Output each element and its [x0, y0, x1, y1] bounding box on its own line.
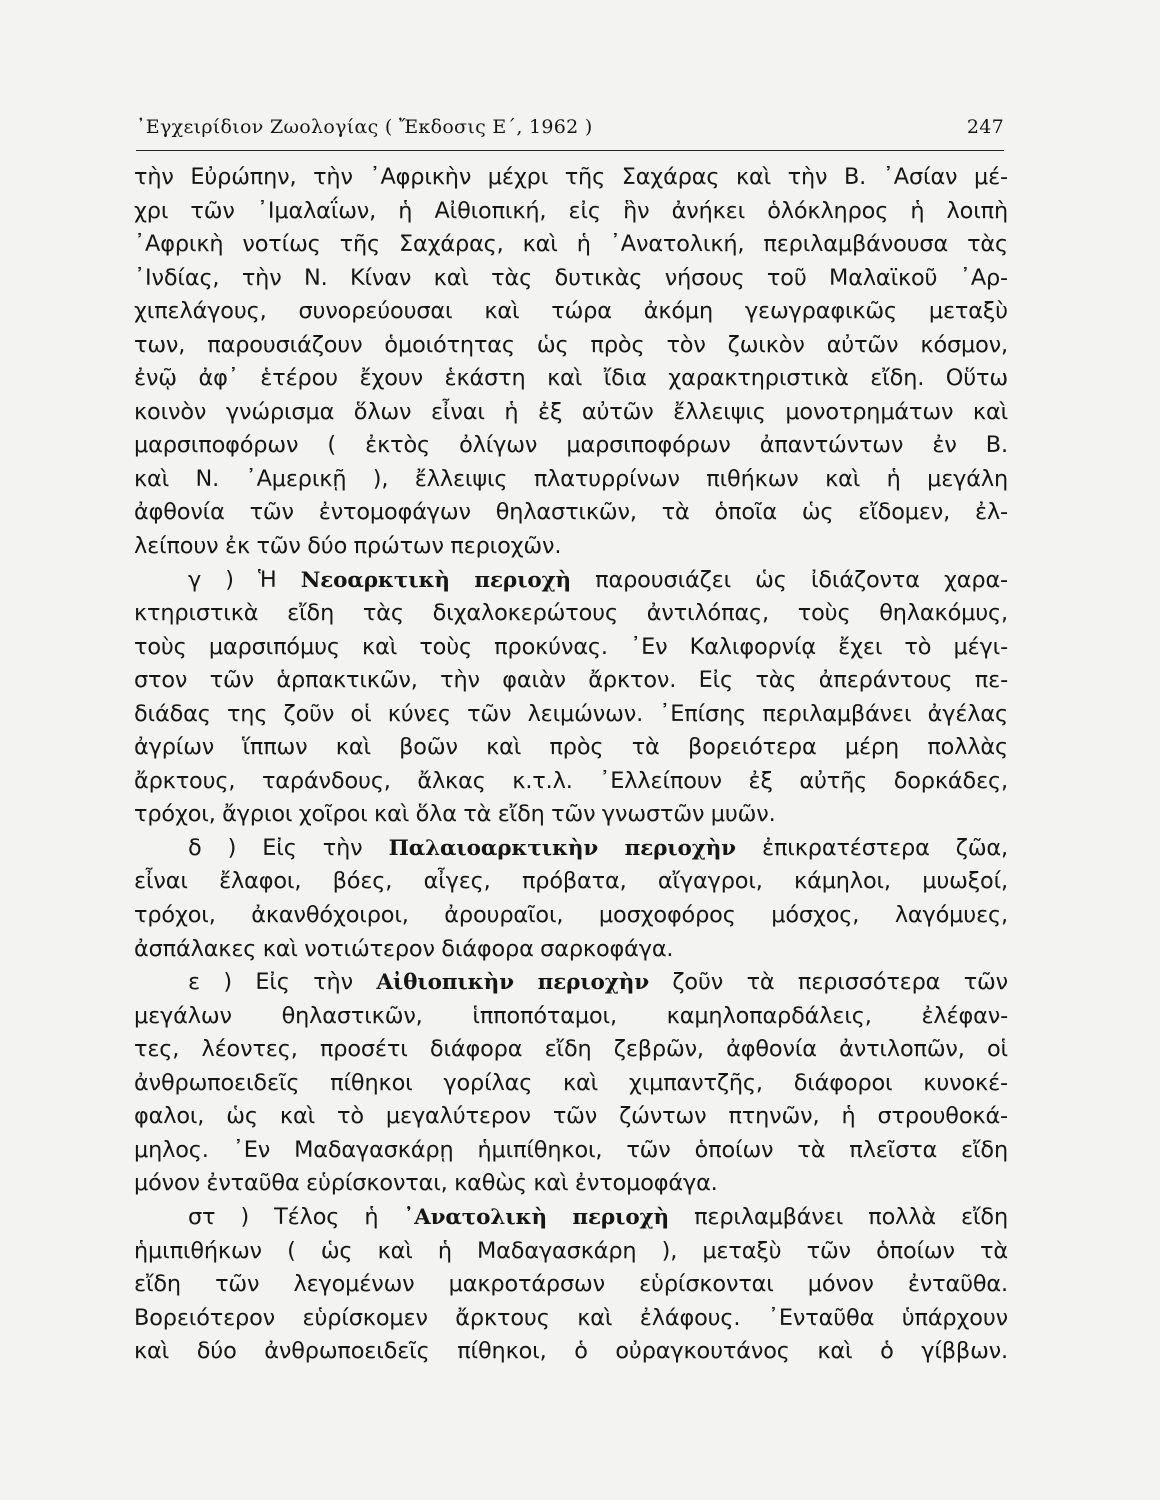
text-line: ἄρκτους, ταράνδους, ἄλκας κ.τ.λ. ᾿Ελλείπουν ἐξ αὐτῆς δορκάδες,	[134, 767, 1008, 794]
text-line: ἀνθρωποειδεῖς πίθηκοι γορίλας καὶ χιμπαντζῆς, διάφοροι κυνοκέ-	[134, 1069, 1008, 1096]
header-rule	[136, 150, 1004, 151]
line-lead: στ ) Τέλος ἡ	[188, 1203, 404, 1230]
text-line: χιπελάγους, συνορεύουσαι καὶ τώρα ἀκόμη γεωγραφικῶς μεταξὺ	[134, 298, 1008, 325]
text-line: λείπουν ἐκ τῶν δύο πρώτων περιοχῶν.	[134, 533, 562, 560]
text-line: καὶ δύο ἀνθρωποειδεῖς πίθηκοι, ὁ οὐραγκουτάνος καὶ ὁ γίββων.	[134, 1338, 1008, 1365]
text-line: ᾿Αφρικὴ νοτίως τῆς Σαχάρας, καὶ ἡ ᾿Ανατολική, περιλαμβάνουσα τὰς	[134, 231, 1008, 258]
line-rest: περιλαμβάνει πολλὰ εἴδη	[668, 1203, 1008, 1230]
paragraph-intro	[134, 161, 1008, 564]
text-line: ἐνῷ ἀφ᾿ ἑτέρου ἔχουν ἑκάστη καὶ ἴδια χαρακτηριστικὰ εἴδη. Οὕτω	[134, 365, 1008, 392]
text-line: Βορειότερον εὑρίσκομεν ἄρκτους καὶ ἐλάφους. ᾿Ενταῦθα ὑπάρχουν	[134, 1304, 1008, 1331]
text-line: τρόχοι, ἀκανθόχοιροι, ἀρουραῖοι, μοσχοφόρος μόσχος, λαγόμυες,	[134, 902, 1008, 929]
text-line: τὴν Εὐρώπην, τὴν ᾿Αφρικὴν μέχρι τῆς Σαχάρας καὶ τὴν Β. ᾿Ασίαν μέ-	[134, 164, 1008, 190]
line-rest: ἐπικρατέστερα ζῶα,	[735, 834, 1009, 861]
text-line: μηλος. ᾿Εν Μαδαγασκάρῃ ἡμιπίθηκοι, τῶν ὁποίων τὰ πλεῖστα εἴδη	[134, 1136, 1008, 1163]
line-lead: γ ) Ἡ	[188, 566, 301, 593]
page-number: 247	[966, 116, 1004, 138]
text-line: ᾿Ινδίας, τὴν Ν. Κίναν καὶ τὰς δυτικὰς νήσους τοῦ Μαλαϊκοῦ ᾿Αρ-	[134, 264, 1008, 291]
text-line	[134, 564, 1008, 598]
text-line: μεγάλων θηλαστικῶν, ἱπποπόταμοι, καμηλοπαρδάλεις, ἐλέφαν-	[134, 1002, 1008, 1029]
text-line: μαρσιποφόρων ( ἐκτὸς ὀλίγων μαρσιποφόρων ἀπαντώντων ἐν Β.	[134, 432, 1008, 459]
region-term: Νεοαρκτικὴ περιοχὴ	[300, 567, 571, 593]
running-title: ᾿Εγχειρίδιον Ζωολογίας ( Ἔκδοσις Ε΄, 1962 )	[136, 116, 593, 138]
text-line: καὶ Ν. ᾿Αμερικῇ ), ἔλλειψις πλατυρρίνων πιθήκων καὶ ἡ μεγάλη	[134, 465, 1008, 492]
line-rest: παρουσιάζει ὡς ἰδιάζοντα χαρα-	[571, 566, 1008, 593]
region-term: Αἰθιοπικὴν περιοχὴν	[376, 970, 649, 996]
text-line: τοὺς μαρσιπόμυς καὶ τοὺς προκύνας. ᾿Εν Καλιφορνίᾳ ἔχει τὸ μέγι-	[134, 633, 1008, 660]
text-line: ἀφθονία τῶν ἐντομοφάγων θηλαστικῶν, τὰ ὁποῖα ὡς εἴδομεν, ἐλ-	[134, 499, 1008, 526]
text-line: κοινὸν γνώρισμα ὅλων εἶναι ἡ ἐξ αὐτῶν ἔλλειψις μονοτρημάτων καὶ	[134, 398, 1008, 425]
paragraph-palearctic	[134, 832, 1008, 966]
text-line	[134, 966, 1008, 1000]
text-line: ἡμιπιθήκων ( ὡς καὶ ἡ Μαδαγασκάρη ), μεταξὺ τῶν ὁποίων τὰ	[134, 1237, 1008, 1264]
text-line: εἶναι ἔλαφοι, βόες, αἶγες, πρόβατα, αἴγαγροι, κάμηλοι, μυωξοί,	[134, 868, 1008, 895]
paragraph-oriental	[134, 1201, 1008, 1369]
text-line: μόνον ἐνταῦθα εὑρίσκονται, καθὼς καὶ ἐντομοφάγα.	[134, 1170, 718, 1197]
text-line: των, παρουσιάζουν ὁμοιότητας ὡς πρὸς τὸν ζωικὸν αὐτῶν κόσμον,	[134, 331, 1008, 358]
text-line: στον τῶν ἁρπακτικῶν, τὴν φαιὰν ἄρκτον. Εἰς τὰς ἀπεράντους πε-	[134, 667, 1008, 694]
text-line: ἀγρίων ἵππων καὶ βοῶν καὶ πρὸς τὰ βορειότερα μέρη πολλὰς	[134, 734, 1008, 761]
text-line: κτηριστικὰ εἴδη τὰς διχαλοκερώτους ἀντιλόπας, τοὺς θηλακόμυς,	[134, 600, 1008, 627]
body-text	[134, 161, 1008, 1369]
text-line: τρόχοι, ἄγριοι χοῖροι καὶ ὅλα τὰ εἴδη τῶν γνωστῶν μυῶν.	[134, 801, 776, 828]
line-rest: ζοῦν τὰ περισσότερα τῶν	[648, 969, 1008, 996]
text-line: εἴδη τῶν λεγομένων μακροτάρσων εὑρίσκονται μόνον ἐνταῦθα.	[134, 1271, 1008, 1298]
text-line	[134, 832, 1008, 866]
text-line: φαλοι, ὡς καὶ τὸ μεγαλύτερον τῶν ζώντων πτηνῶν, ἡ στρουθοκά-	[134, 1103, 1008, 1130]
region-term: ᾿Ανατολικὴ περιοχὴ	[403, 1204, 669, 1230]
text-line	[134, 1201, 1008, 1235]
paragraph-ethiopian	[134, 966, 1008, 1201]
text-line: ἀσπάλακες καὶ νοτιώτερον διάφορα σαρκοφάγα.	[134, 935, 674, 962]
line-lead: ε ) Εἰς τὴν	[188, 969, 377, 996]
text-line: τες, λέοντες, προσέτι διάφορα εἴδη ζεβρῶν, ἀφθονία ἀντιλοπῶν, οἱ	[134, 1036, 1008, 1063]
line-lead: δ ) Εἰς τὴν	[188, 834, 389, 861]
running-head	[136, 116, 1004, 146]
paragraph-nearctic	[134, 564, 1008, 832]
region-term: Παλαιοαρκτικὴν περιοχὴν	[388, 835, 736, 861]
text-line: διάδας της ζοῦν οἱ κύνες τῶν λειμώνων. ᾿Επίσης περιλαμβάνει ἀγέλας	[134, 700, 1008, 727]
text-line: χρι τῶν ᾿Ιμαλαΐων, ἡ Αἰθιοπική, εἰς ἣν ἀνήκει ὁλόκληρος ἡ λοιπὴ	[134, 197, 1008, 224]
